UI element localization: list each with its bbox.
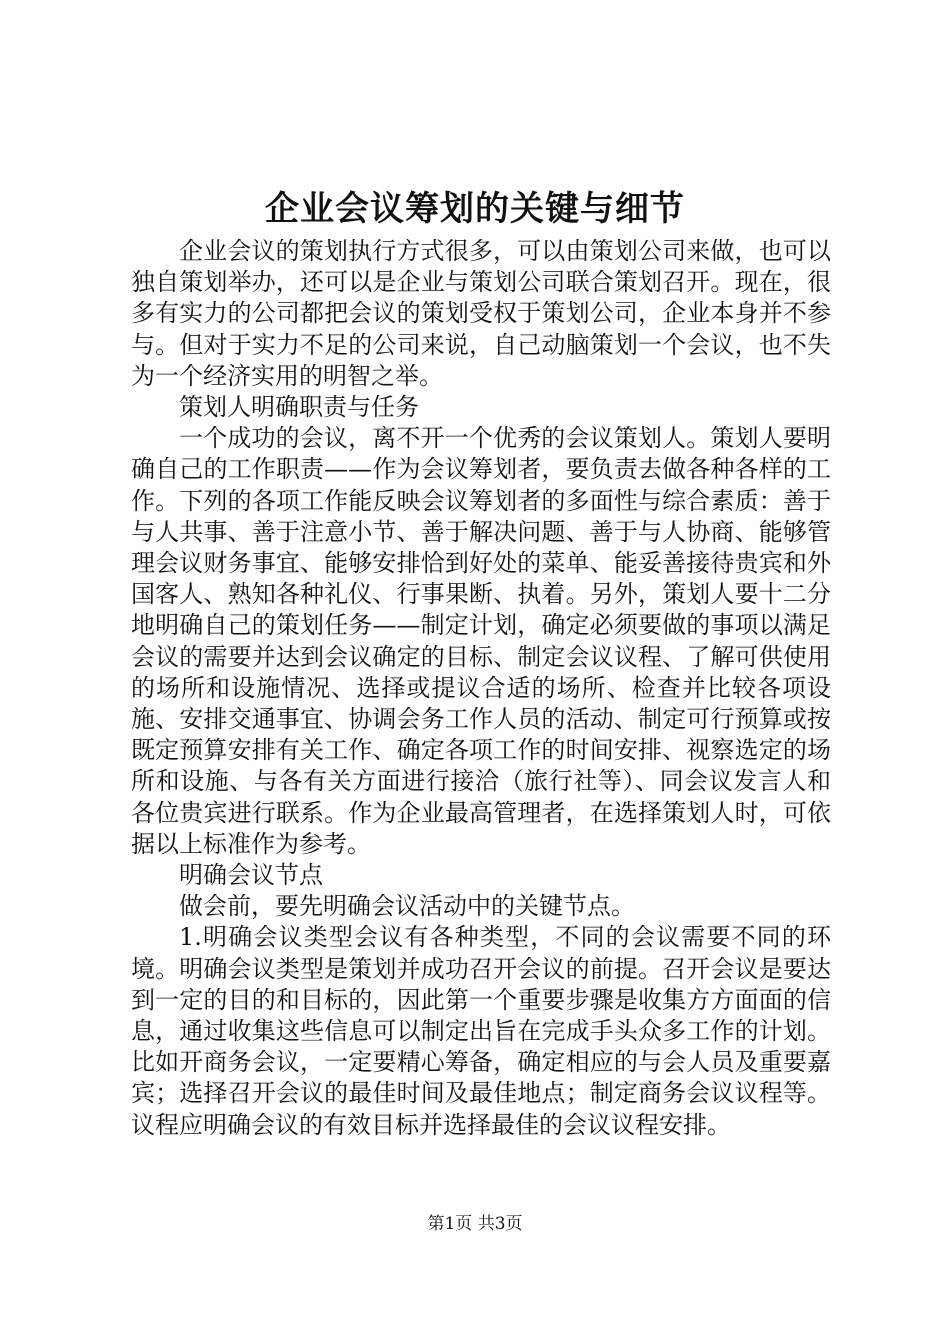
- section-heading-meeting-nodes: 明确会议节点: [179, 861, 323, 890]
- paragraph-planner-duties: 一个成功的会议，离不开一个优秀的会议策划人。策划人要明确自己的工作职责——作为会议筹划者，要负责去做各种各样的工作。下列的各项工作能反映会议筹划者的多面性与综合素质：善于与人共事、善于注意小节、善于解决问题、善于与人协商、能够管理会议财务事宜、能够安排恰到好处的菜单、能妥善接待贵宾和外国客人、熟知各种礼仪、行事果断、执着。另外，策划人要十二分地明确自己的策划任务——制定计划，确定必须要做的事项以满足会议的需要并达到会议确定的目标、制定会议议程、了解可供使用的场所和设施情况、选择或提议合适的场所、检查并比较各项设施、安排交通事宜、协调会务工作人员的活动、制定可行预算或按既定预算安排有关工作、确定各项工作的时间安排、视察选定的场所和设施、与各有关方面进行接洽（旅行社等）、同会议发言人和各位贵宾进行联系。作为企业最高管理者，在选择策划人时，可依据以上标准作为参考。: [131, 424, 831, 858]
- document-title: 企业会议筹划的关键与细节: [265, 189, 685, 229]
- paragraph-meeting-type: 1.明确会议类型会议有各种类型，不同的会议需要不同的环境。明确会议类型是策划并成功召开会议的前提。召开会议是要达到一定的目的和目标的，因此第一个重要步骤是收集方方面面的信息，通过收集这些信息可以制定出旨在完成手头众多工作的计划。比如开商务会议，一定要精心筹备，确定相应的与会人员及重要嘉宾；选择召开会议的最佳时间及最佳地点；制定商务会议议程等。议程应明确会议的有效目标并选择最佳的会议议程安排。: [131, 923, 831, 1139]
- page-number-footer: 第1页 共3页: [427, 1214, 523, 1234]
- document-body: [131, 236, 831, 1141]
- paragraph-meeting-nodes-intro: 做会前，要先明确会议活动中的关键节点。: [179, 892, 635, 921]
- paragraph-intro: 企业会议的策划执行方式很多，可以由策划公司来做，也可以独自策划举办，还可以是企业与策划公司联合策划召开。现在，很多有实力的公司都把会议的策划受权于策划公司，企业本身并不参与。但对于实力不足的公司来说，自己动脑策划一个会议，也不失为一个经济实用的明智之举。: [131, 237, 831, 390]
- section-heading-planner-duties: 策划人明确职责与任务: [179, 393, 419, 422]
